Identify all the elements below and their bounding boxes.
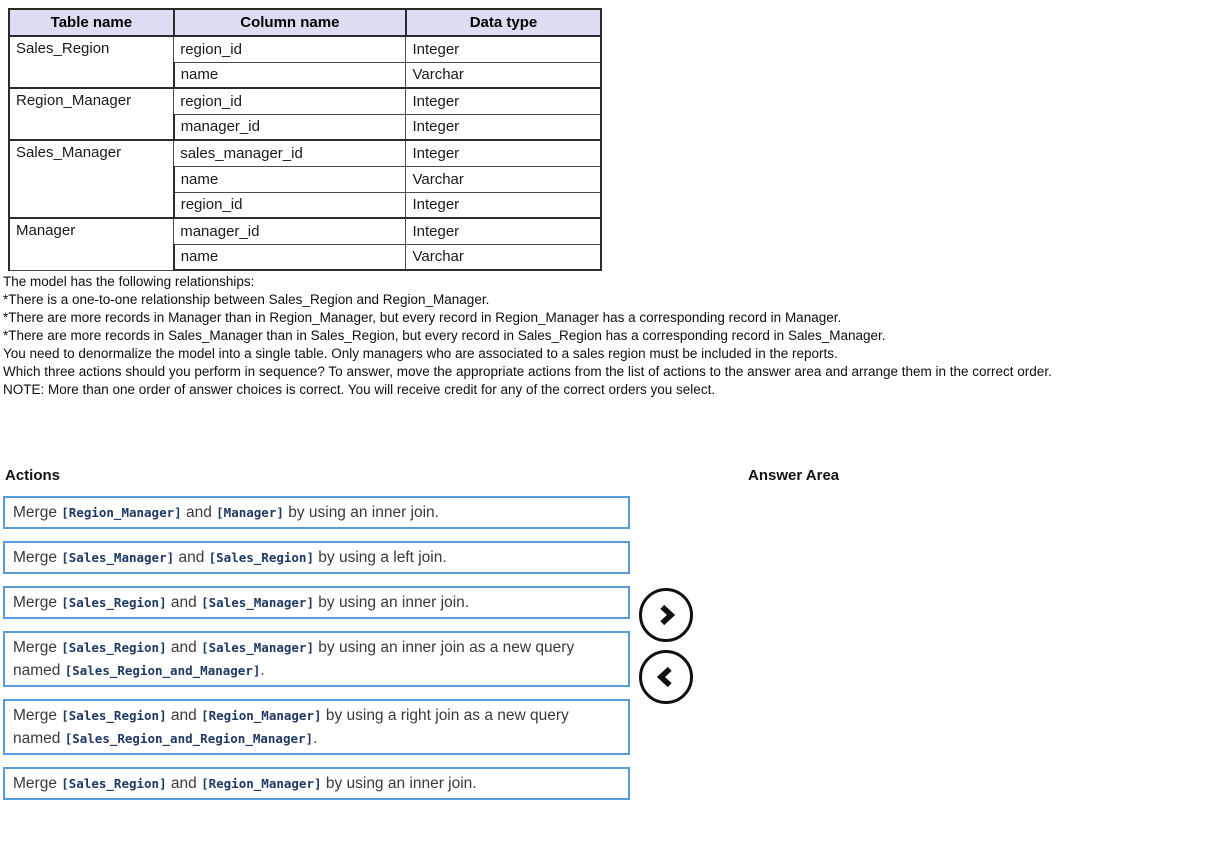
description-line: You need to denormalize the model into a single table. Only managers who are associated to a sales region must be included in the reports.: [3, 346, 838, 361]
header-table-name: Table name: [9, 9, 174, 36]
table-reference: [Sales_Manager]: [201, 640, 314, 655]
data-type-cell: Integer: [406, 88, 601, 114]
action-text: by using an inner join as a new query named: [13, 639, 575, 679]
action-item[interactable]: [3, 699, 630, 755]
action-text: by using an inner join.: [313, 594, 470, 611]
action-text: Merge: [13, 549, 62, 566]
data-type-cell: Integer: [406, 192, 601, 218]
action-text: and: [181, 504, 217, 521]
table-reference: [Region_Manager]: [201, 776, 322, 791]
column-name-cell: region_id: [174, 88, 406, 114]
action-item[interactable]: [3, 631, 630, 687]
column-name-cell: region_id: [174, 192, 406, 218]
description-line: The model has the following relationships:: [3, 274, 255, 289]
description-line: *There are more records in Sales_Manager than in Sales_Region, but every record in Sales_Region has a corresponding record in Sales_Manager.: [3, 328, 886, 343]
schema-table-row: [9, 218, 601, 244]
actions-panel-title: Actions: [5, 467, 61, 484]
action-text: and: [166, 707, 202, 724]
action-text: by using an inner join.: [321, 775, 477, 792]
table-name-cell: Region_Manager: [9, 88, 174, 140]
schema-table-row: [9, 140, 601, 166]
action-text: and: [166, 594, 202, 611]
action-item[interactable]: [3, 541, 630, 574]
description-line: NOTE: More than one order of answer choices is correct. You will receive credit for any of the correct orders you select.: [3, 382, 716, 397]
table-reference: [Sales_Manager]: [61, 550, 175, 565]
column-name-cell: manager_id: [174, 114, 406, 140]
action-text: .: [260, 662, 265, 679]
description-line: *There are more records in Manager than in Region_Manager, but every record in Region_Manager has a corresponding record in Manager.: [3, 310, 842, 325]
data-type-cell: Integer: [406, 114, 601, 140]
answer-area-dropzone[interactable]: [748, 496, 1208, 806]
move-to-answer-button[interactable]: [639, 588, 693, 642]
action-text: Merge: [13, 504, 62, 521]
table-name-cell: Sales_Region: [9, 36, 174, 88]
table-reference: [Region_Manager]: [201, 708, 322, 723]
action-text: by using an inner join.: [283, 504, 439, 521]
data-type-cell: Integer: [406, 218, 601, 244]
action-text: Merge: [13, 639, 62, 656]
action-text: and: [174, 549, 209, 566]
table-reference: [Sales_Region]: [61, 595, 167, 610]
schema-table-row: [9, 88, 601, 114]
move-to-actions-button[interactable]: [639, 650, 693, 704]
action-text: Merge: [13, 775, 62, 792]
data-type-cell: Integer: [406, 140, 601, 166]
action-text: and: [166, 775, 202, 792]
table-reference: [Region_Manager]: [61, 505, 182, 520]
column-name-cell: region_id: [174, 36, 406, 62]
action-item[interactable]: [3, 496, 630, 529]
data-type-cell: Varchar: [406, 244, 601, 270]
description-line: *There is a one-to-one relationship between Sales_Region and Region_Manager.: [3, 292, 490, 307]
table-reference: [Sales_Region]: [61, 640, 167, 655]
header-data-type: Data type: [406, 9, 601, 36]
column-name-cell: name: [174, 166, 406, 192]
description-line: Which three actions should you perform in sequence? To answer, move the appropriate actions from the list of actions to the answer area and arrange them in the correct order.: [3, 364, 1052, 379]
table-reference: [Manager]: [216, 505, 284, 520]
action-text: and: [166, 639, 202, 656]
chevron-left-icon: [651, 662, 681, 692]
action-text: Merge: [13, 594, 62, 611]
actions-list: [3, 496, 630, 812]
action-text: by using a right join as a new query named: [13, 707, 569, 747]
action-text: Merge: [13, 707, 62, 724]
table-name-cell: Sales_Manager: [9, 140, 174, 218]
table-reference: [Sales_Region_and_Manager]: [64, 663, 261, 678]
question-description: [3, 273, 1052, 399]
schema-table-header-row: [9, 9, 601, 36]
schema-table-body: [9, 36, 601, 270]
table-reference: [Sales_Region]: [61, 708, 167, 723]
table-reference: [Sales_Region]: [208, 550, 314, 565]
column-name-cell: sales_manager_id: [174, 140, 406, 166]
table-reference: [Sales_Region]: [61, 776, 167, 791]
column-name-cell: name: [174, 244, 406, 270]
data-type-cell: Varchar: [406, 62, 601, 88]
answer-area-title: Answer Area: [748, 467, 840, 484]
action-item[interactable]: [3, 586, 630, 619]
schema-table-row: [9, 36, 601, 62]
action-text: .: [313, 730, 318, 747]
schema-table: [8, 8, 602, 271]
table-reference: [Sales_Region_and_Region_Manager]: [64, 731, 314, 746]
table-name-cell: Manager: [9, 218, 174, 270]
action-text: by using a left join.: [313, 549, 447, 566]
header-column-name: Column name: [174, 9, 406, 36]
data-type-cell: Varchar: [406, 166, 601, 192]
column-name-cell: manager_id: [174, 218, 406, 244]
move-buttons: [639, 588, 693, 704]
data-type-cell: Integer: [406, 36, 601, 62]
chevron-right-icon: [651, 600, 681, 630]
table-reference: [Sales_Manager]: [201, 595, 314, 610]
action-item[interactable]: [3, 767, 630, 800]
column-name-cell: name: [174, 62, 406, 88]
